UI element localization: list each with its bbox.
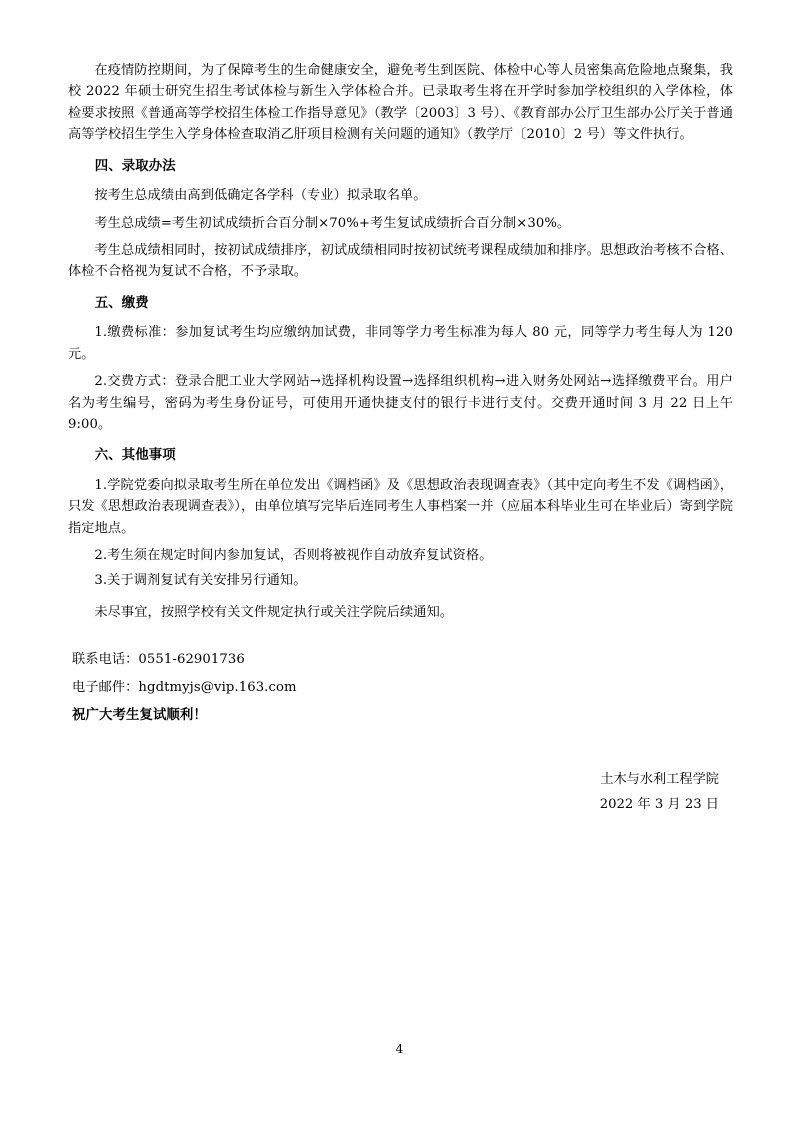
section-heading-5: 五、缴费	[94, 294, 149, 311]
page-number: 4	[395, 1042, 404, 1056]
section-6-paragraph-1: 1.学院党委向拟录取考生所在单位发出《调档函》及《思想政治表现调查表》（其中定向考生不发《调档函》，只发《思想政治表现调查表》），由单位填写完毕后连同考生人事档案一并（应届本科毕业生可在毕业后）寄到学院指定地点。	[68, 477, 733, 536]
section-4-paragraph-1: 按考生总成绩由高到低确定各学科（专业）拟录取名单。	[94, 188, 427, 204]
section-4-paragraph-2: 考生总成绩=考生初试成绩折合百分制×70%+考生复试成绩折合百分制×30%。	[94, 215, 571, 231]
section-heading-4: 四、录取办法	[94, 157, 176, 174]
signature-block	[68, 767, 733, 817]
section-6-paragraph-2: 2.考生须在规定时间内参加复试，否则将被视作自动放弃复试资格。	[94, 548, 493, 564]
section-6-paragraph-4: 未尽事宜，按照学校有关文件规定执行或关注学院后续通知。	[94, 604, 454, 620]
contact-email: 电子邮件：hgdtmyjs@vip.163.com	[72, 680, 297, 696]
contact-phone: 联系电话：0551-62901736	[72, 652, 245, 668]
signature-date: 2022 年 3 月 23 日	[599, 797, 719, 812]
section-5-paragraph-1: 1.缴费标准：参加复试考生均应缴纳加试费，非同等学力考生标准为每人 80 元，同等学力考生每人为 120 元。	[68, 325, 733, 362]
wish-line: 祝广大考生复试顺利！	[72, 707, 207, 724]
section-heading-6: 六、其他事项	[94, 447, 176, 464]
paragraph-epidemic: 在疫情防控期间，为了保障考生的生命健康安全，避免考生到医院、体检中心等人员密集高危险地点聚集，我校 2022 年硕士研究生招生考试体检与新生入学体检合并。已录取考生将在开学时参加学校组织的入学体检，体检要求按照《普通高等学校招生体检工作指导意见》（教学〔2003〕3 号）、《教育部办公厅卫生部办公厅关于普通高等学校招生学生入学身体检查取消乙肝项目检测有关问题的通知》（教学厅〔2010〕2 号）等文件执行。	[68, 63, 733, 143]
section-4-paragraph-3: 考生总成绩相同时，按初试成绩排序，初试成绩相同时按初试统考课程成绩加和排序。思想政治考核不合格、体检不合格视为复试不合格，不予录取。	[68, 242, 733, 280]
signature-organization: 土木与水利工程学院	[600, 771, 719, 787]
section-5-paragraph-2: 2.交费方式：登录合肥工业大学网站→选择机构设置→选择组织机构→进入财务处网站→选择缴费平台。用户名为考生编号，密码为考生身份证号，可使用开通快捷支付的银行卡进行支付。交费开通时间 3 月 22 日上午 9:00。	[68, 374, 733, 432]
document-body	[68, 60, 733, 817]
section-6-paragraph-3: 3.关于调剂复试有关安排另行通知。	[94, 573, 307, 589]
